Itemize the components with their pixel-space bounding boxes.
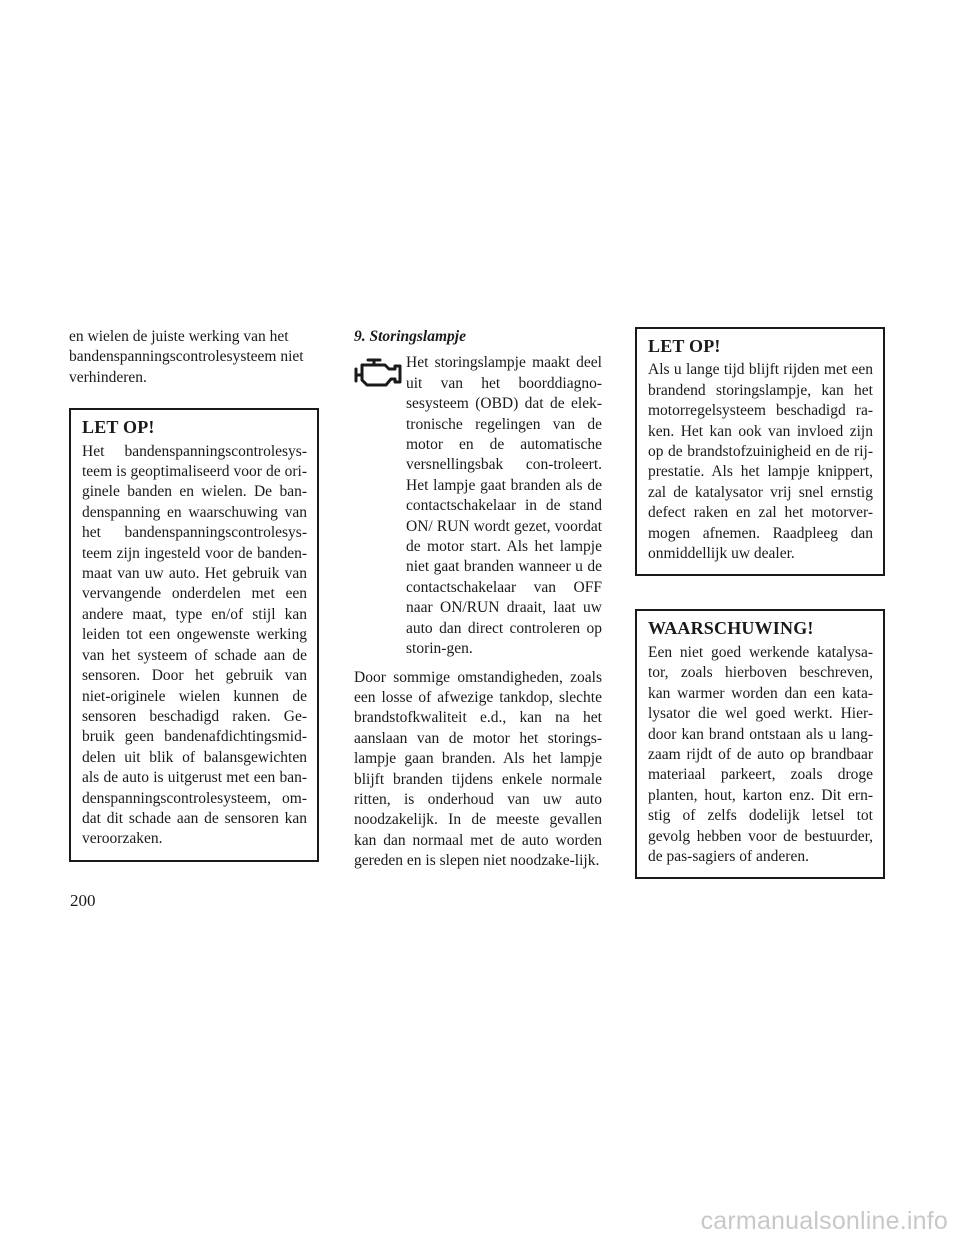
caution-title: LET OP! [648, 336, 721, 356]
lamp-paragraph-2: Door sommige omstandigheden, zoals een losse of afwezige tankdop, slechte brandstofkwaliteit e.d., kan na het aanslaan van de motor het storings-lampje gaan branden. Als het lampje blijft branden tijdens enkele normale ritten, is onderhoud van uw auto noodzakelijk. In de meeste gevallen kan dan normaal met de auto worden gereden en is slepen niet noodzake-lijk. [354, 668, 602, 870]
watermark: carmanualsonline.info [700, 1207, 948, 1235]
lamp-paragraph-1: Het storingslampje maakt deel uit van het boorddiagno-sesysteem (OBD) dat de elek-tronische regelingen van de motor en de automatische versnellingsbak con-troleert. Het lampje gaat branden als de contactschakelaar in de stand ON/ RUN wordt gezet, voordat de motor start. Als het lampje niet gaat branden wanneer u de contactschakelaar van OFF naar ON/RUN draait, laat uw auto dan direct controleren op storin-gen. [406, 354, 602, 658]
warning-box-catalyst [635, 609, 885, 879]
section-heading: 9. Storingslampje [354, 328, 466, 345]
column-right [635, 327, 885, 879]
engine-check-icon [353, 355, 405, 391]
page-number: 200 [70, 891, 96, 910]
caution-body: Als u lange tijd blijft rijden met een brandend storingslampje, kan het motorregelsysteem beschadigd ra-ken. Het kan ook van invloed zijn op de brandstofzuinigheid en de rij-prestatie. Als het lampje knippert, zal de katalysator vrij snel ernstig defect raken en zal het motorver-mogen afnemen. Raadpleeg dan onmiddellijk uw dealer. [648, 361, 873, 563]
intro-text: en wielen de juiste werking van het bandenspanningscontrolesysteem niet verhinderen. [69, 328, 304, 386]
malfunction-lamp-section [354, 353, 602, 659]
caution-box-tpms [69, 408, 319, 862]
caution-body: Het bandenspanningscontrolesys-teem is geoptimaliseerd voor de ori-ginele banden en wielen. De ban-denspanning en waarschuwing van het bandenspanningscontrolesys-teem zijn ingesteld voor de banden-maat van uw auto. Het gebruik van vervangende onderdelen met een andere maat, type en/of stijl kan leiden tot een ongewenste werking van het systeem of schade aan de sensoren. Door het gebruik van niet-originele wielen kunnen de sensoren beschadigd raken. Ge-bruik geen bandenafdichtingsmid-delen uit blik of balansgewichten als de auto is uitgerust met een ban-denspanningscontrolesysteem, om-dat dit schade aan de sensoren kan veroorzaken. [82, 442, 307, 848]
warning-title: WAARSCHUWING! [648, 618, 814, 639]
caution-box-engine [635, 327, 885, 576]
column-left [69, 327, 319, 862]
caution-title: LET OP! [82, 417, 155, 438]
warning-body: Een niet goed werkende katalysa-tor, zoals hierboven beschreven, kan warmer worden dan een kata-lysator die wel goed werkt. Hier-door kan brand ontstaan als u lang-zaam rijdt of de auto op brandbaar materiaal parkeert, zoals droge planten, hout, karton enz. Dit ern-stig of zelfs dodelijk letsel tot gevolg hebben voor de bestuurder, de pas-sagiers of anderen. [648, 643, 873, 865]
column-middle [354, 327, 602, 872]
